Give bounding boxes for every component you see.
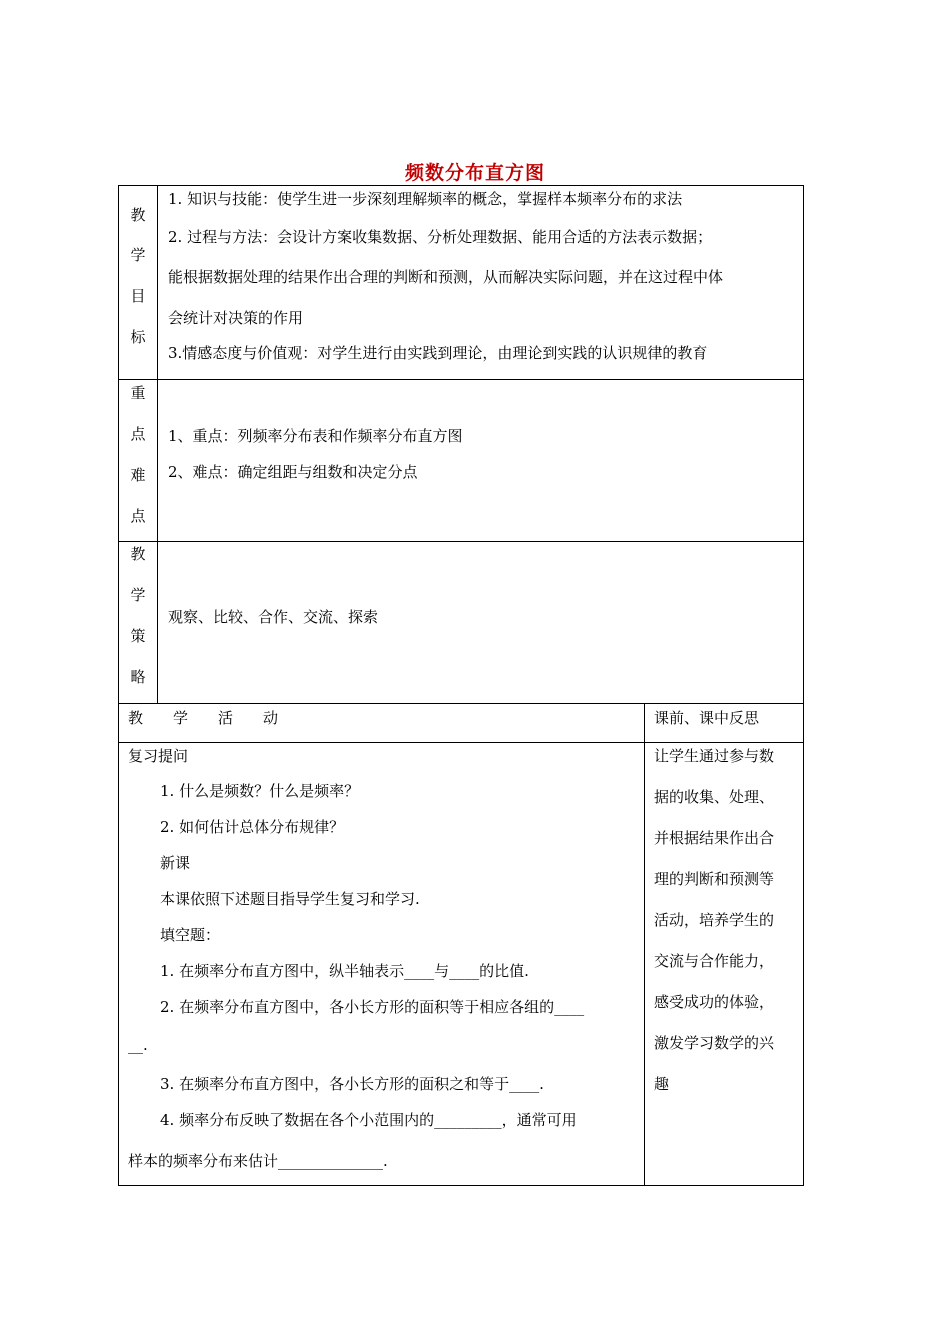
reflection-line: 感受成功的体验， [654, 993, 775, 1011]
objective-line: 会统计对决策的作用 [168, 309, 304, 327]
strategy-label-char: 策 [130, 627, 146, 645]
activity-line: 2. 在频率分布直方图中，各小长方形的面积等于相应各组的____ [160, 998, 585, 1016]
key-point-line: 2、难点：确定组距与组数和决定分点 [168, 463, 418, 481]
strategy-label-char: 学 [130, 586, 146, 604]
reflection-line: 据的收集、处理、 [654, 788, 775, 806]
objectives-label-char: 教 [130, 206, 146, 224]
reflection-line: 理的判断和预测等 [654, 870, 775, 888]
activity-line: 本课依照下述题目指导学生复习和学习. [160, 890, 420, 908]
reflection-line: 交流与合作能力， [654, 952, 775, 970]
activity-line: __. [128, 1036, 148, 1054]
objective-line: 2. 过程与方法：会设计方案收集数据、分析处理数据、能用合适的方法表示数据； [168, 228, 713, 246]
key-point-line: 1、重点：列频率分布表和作频率分布直方图 [168, 427, 463, 445]
objectives-label-char: 目 [130, 287, 146, 305]
objective-line: 3.情感态度与价值观：对学生进行由实践到理论，由理论到实践的认识规律的教育 [168, 344, 708, 362]
activity-line: 2. 如何估计总体分布规律？ [160, 818, 345, 836]
objective-line: 1. 知识与技能：使学生进一步深刻理解频率的概念，掌握样本频率分布的求法 [168, 190, 683, 208]
activity-line: 新课 [160, 854, 191, 872]
activity-line: 样本的频率分布来估计______________. [128, 1152, 388, 1170]
reflection-line: 活动，培养学生的 [654, 911, 775, 929]
strategy-label-char: 教 [130, 545, 146, 563]
activity-header-label: 教 学 活 动 [128, 709, 279, 727]
objectives-label-char: 学 [130, 246, 146, 264]
strategy-text: 观察、比较、合作、交流、探索 [168, 608, 379, 626]
activity-line: 复习提问 [128, 747, 189, 765]
reflection-line: 让学生通过参与数 [654, 747, 775, 765]
reflection-line: 趣 [654, 1075, 670, 1093]
strategy-label-char: 略 [130, 668, 146, 686]
activity-line: 1. 在频率分布直方图中，纵半轴表示____与____的比值. [160, 962, 529, 980]
page-title: 频数分布直方图 [404, 162, 545, 184]
activity-line: 4. 频率分布反映了数据在各个小范围内的_________，通常可用 [160, 1111, 577, 1129]
key-points-label-char: 重 [130, 384, 146, 402]
reflection-line: 并根据结果作出合 [654, 829, 775, 847]
objectives-label-char: 标 [130, 328, 146, 346]
objective-line: 能根据数据处理的结果作出合理的判断和预测，从而解决实际问题，并在这过程中体 [168, 268, 724, 286]
activity-line: 3. 在频率分布直方图中，各小长方形的面积之和等于____. [160, 1075, 544, 1093]
reflection-header-label: 课前、课中反思 [654, 709, 760, 727]
reflection-line: 激发学习数学的兴 [654, 1034, 775, 1052]
key-points-label-char: 点 [130, 507, 146, 525]
activity-line: 填空题： [160, 926, 221, 944]
key-points-label-char: 点 [130, 425, 146, 443]
key-points-label-char: 难 [130, 466, 146, 484]
activity-line: 1. 什么是频数？什么是频率？ [160, 782, 360, 800]
